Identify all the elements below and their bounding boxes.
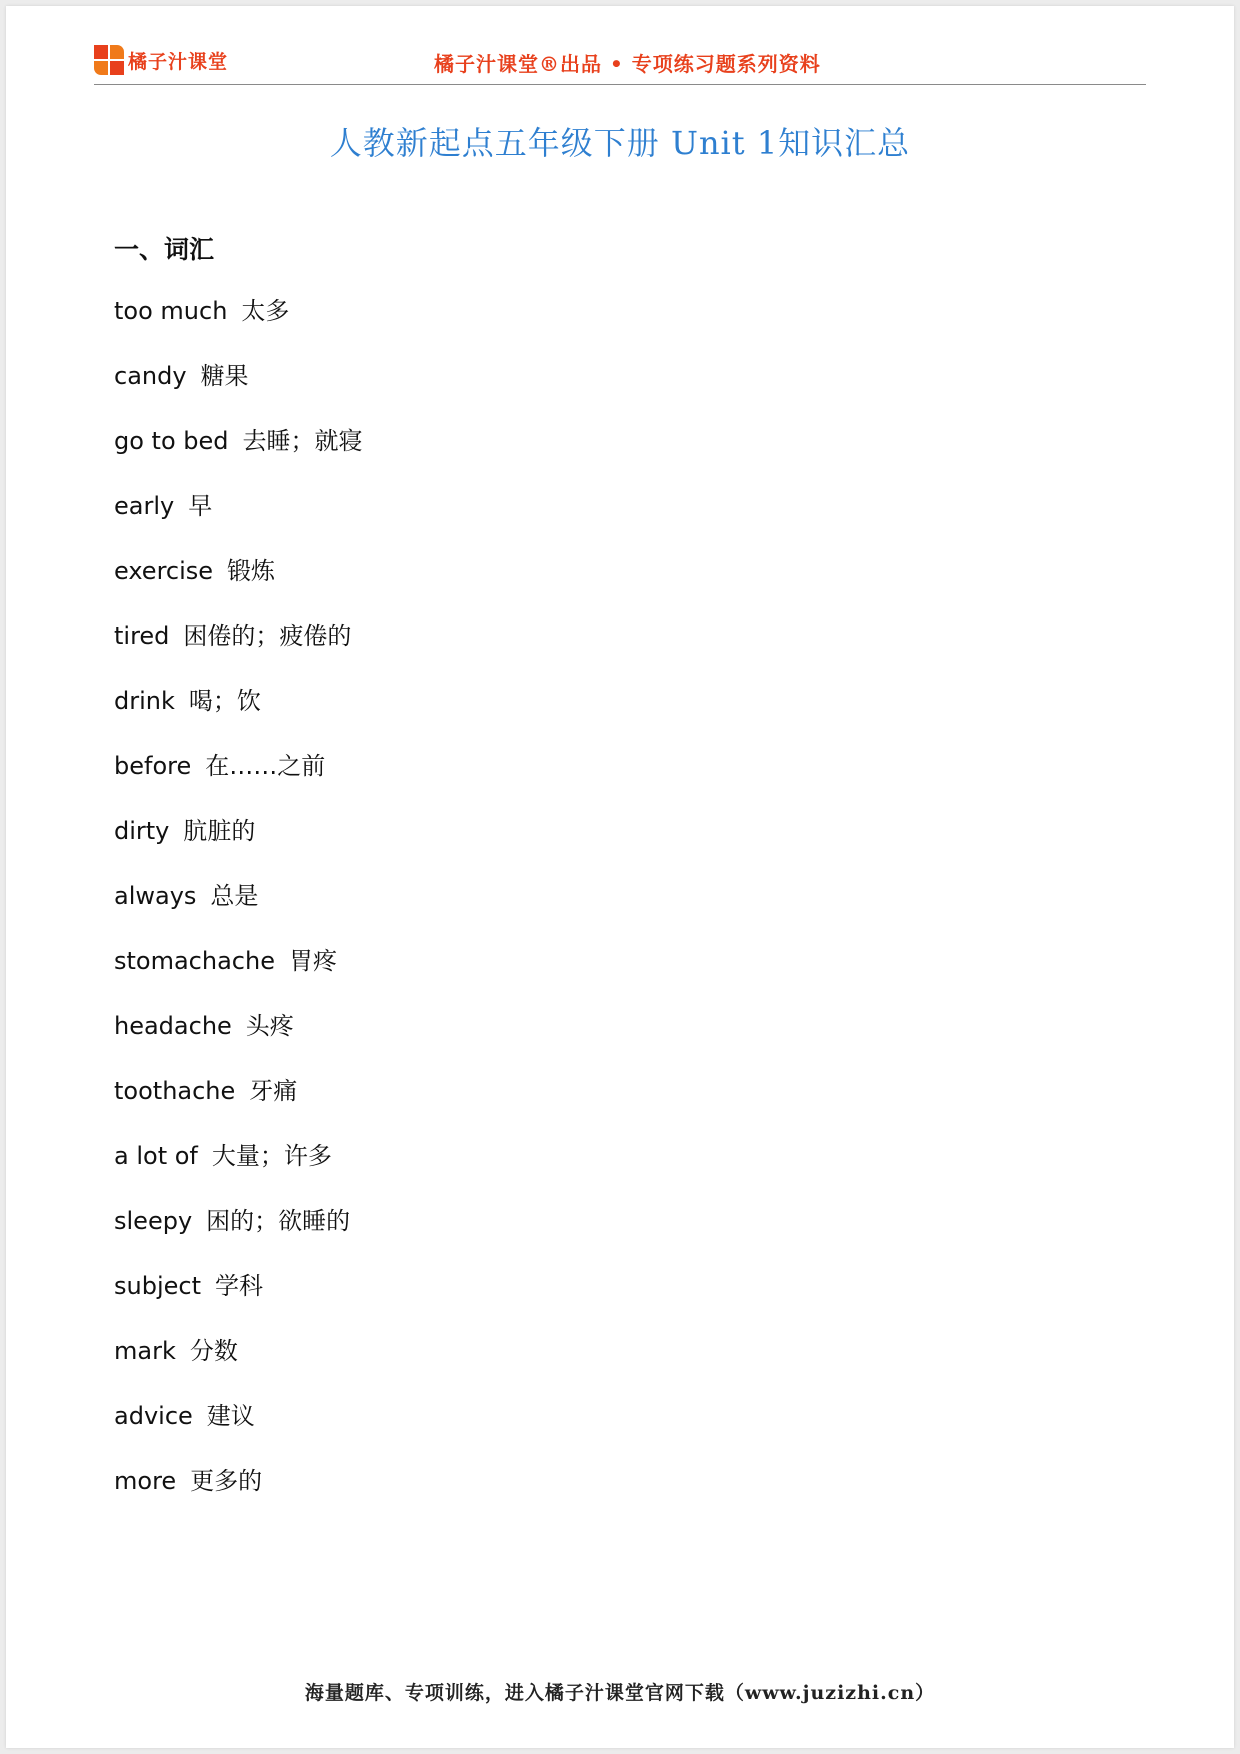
brand-logo-icon xyxy=(94,45,124,75)
vocab-item xyxy=(114,361,363,426)
vocab-word: subject xyxy=(114,1272,201,1300)
vocab-item xyxy=(114,1401,363,1466)
vocab-meaning: 牙痛 xyxy=(249,1077,298,1105)
vocab-meaning: 建议 xyxy=(206,1402,255,1430)
vocab-item xyxy=(114,296,363,361)
vocab-meaning: 更多的 xyxy=(190,1467,263,1495)
vocab-meaning: 大量；许多 xyxy=(211,1142,332,1170)
vocab-word: go to bed xyxy=(114,427,229,455)
vocab-item xyxy=(114,1336,363,1401)
vocab-item xyxy=(114,751,363,816)
vocab-word: before xyxy=(114,752,192,780)
vocab-item xyxy=(114,1206,363,1271)
vocab-word: exercise xyxy=(114,557,214,585)
vocab-meaning: 肮脏的 xyxy=(183,817,256,845)
vocab-item xyxy=(114,946,363,1011)
vocab-meaning: 学科 xyxy=(215,1272,263,1300)
vocab-item xyxy=(114,621,363,686)
vocab-meaning: 锻炼 xyxy=(227,557,276,585)
vocab-item xyxy=(114,491,363,556)
vocab-item xyxy=(114,816,363,881)
page-footer: 海量题库、专项训练，进入橘子汁课堂官网下载（www.juzizhi.cn） xyxy=(304,1682,936,1704)
vocab-item xyxy=(114,1076,363,1141)
vocab-meaning: 分数 xyxy=(189,1337,238,1365)
brand-logo xyxy=(94,44,228,76)
vocab-word: too much xyxy=(114,297,228,325)
vocab-item xyxy=(114,686,363,751)
vocab-item xyxy=(114,426,363,491)
vocab-item xyxy=(114,1271,363,1336)
vocab-meaning: 总是 xyxy=(210,882,259,910)
vocab-meaning: 困的；欲睡的 xyxy=(206,1207,351,1235)
vocab-meaning: 困倦的；疲倦的 xyxy=(183,622,352,650)
vocab-word: sleepy xyxy=(114,1207,193,1235)
vocab-word: advice xyxy=(114,1402,193,1430)
vocab-meaning: 在……之前 xyxy=(205,752,326,780)
vocab-word: toothache xyxy=(114,1077,236,1105)
vocab-meaning: 太多 xyxy=(241,297,290,325)
document-page xyxy=(6,6,1234,1748)
vocab-word: more xyxy=(114,1467,177,1495)
vocab-meaning: 早 xyxy=(188,492,213,520)
vocab-item xyxy=(114,881,363,946)
vocab-word: drink xyxy=(114,687,175,715)
vocab-meaning: 喝；饮 xyxy=(188,687,261,715)
vocab-word: headache xyxy=(114,1012,232,1040)
vocab-word: dirty xyxy=(114,817,170,845)
vocab-word: mark xyxy=(114,1337,176,1365)
vocab-word: early xyxy=(114,492,175,520)
vocab-word: always xyxy=(114,882,197,910)
brand-name: 橘子汁课堂 xyxy=(128,50,229,73)
vocab-word: candy xyxy=(114,362,187,390)
vocab-word: stomachache xyxy=(114,947,275,975)
page-header xyxy=(94,44,1146,85)
vocab-meaning: 去睡；就寝 xyxy=(242,427,363,455)
vocab-item xyxy=(114,1466,363,1531)
vocab-item xyxy=(114,556,363,621)
vocab-word: a lot of xyxy=(114,1142,198,1170)
header-subtitle: 橘子汁课堂®出品 • 专项练习题系列资料 xyxy=(434,52,821,76)
vocab-meaning: 头疼 xyxy=(245,1012,294,1040)
section-heading: 一、词汇 xyxy=(114,235,215,264)
vocab-list xyxy=(114,296,363,1531)
vocab-item xyxy=(114,1011,363,1076)
vocab-meaning: 胃疼 xyxy=(288,947,337,975)
vocab-item xyxy=(114,1141,363,1206)
vocab-word: tired xyxy=(114,622,170,650)
document-title: 人教新起点五年级下册 Unit 1知识汇总 xyxy=(329,124,911,162)
vocab-meaning: 糖果 xyxy=(200,362,249,390)
